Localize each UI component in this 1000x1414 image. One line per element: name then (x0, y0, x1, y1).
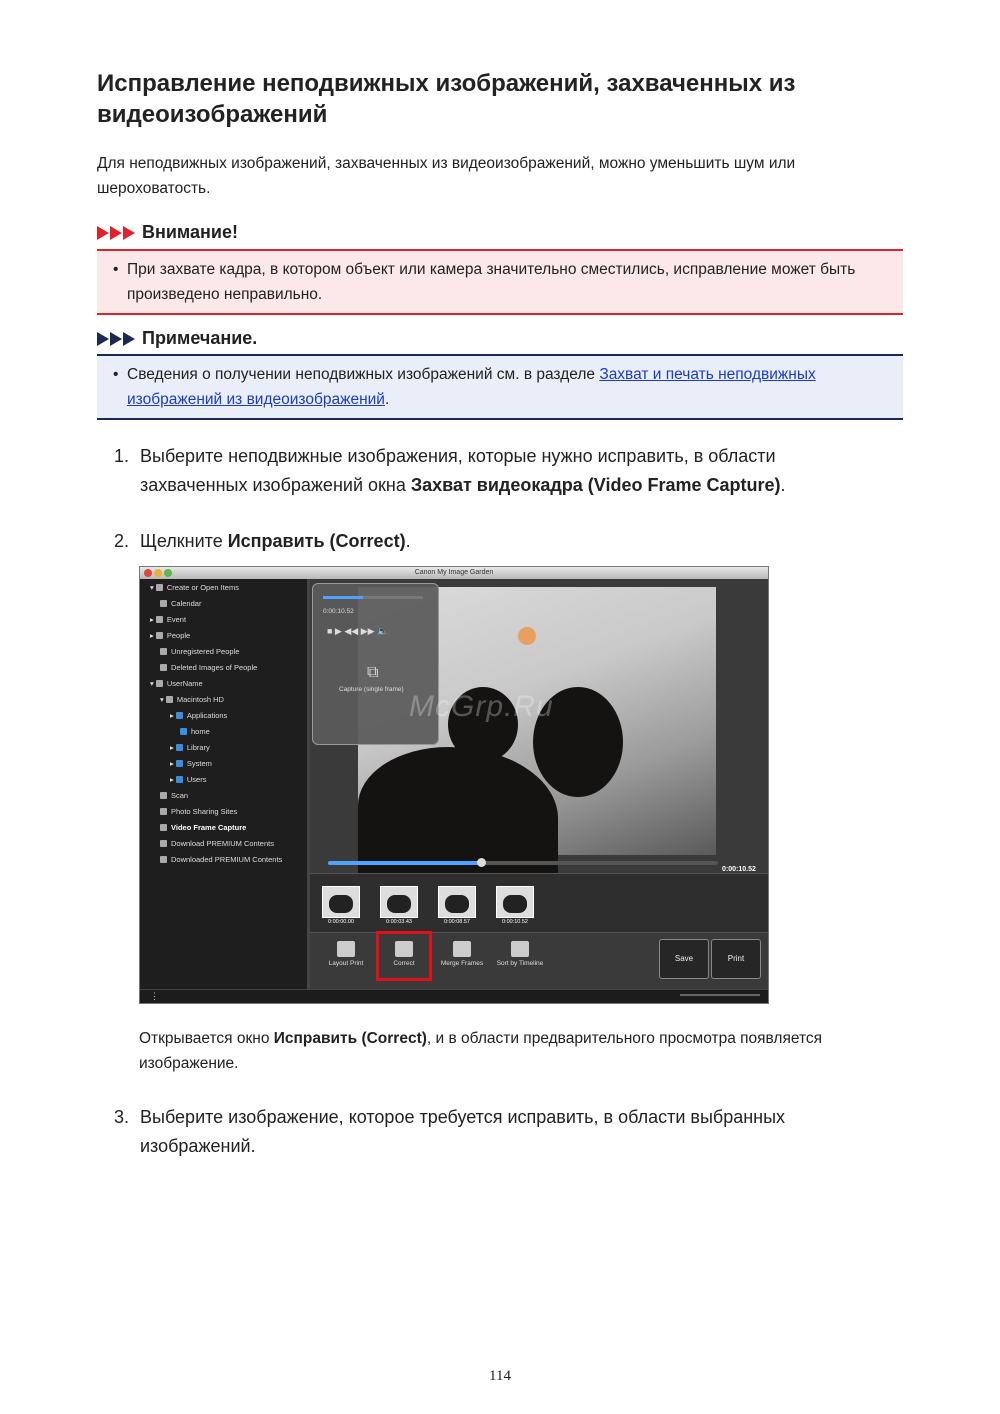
highlight-frame (376, 931, 432, 981)
sort-by-timeline-button[interactable]: Sort by Timeline (494, 941, 546, 967)
correct-button[interactable]: Correct (378, 941, 430, 967)
sidebar-item[interactable]: Unregistered People (160, 647, 239, 657)
sidebar-item[interactable]: Photo Sharing Sites (160, 807, 237, 817)
sidebar-item[interactable]: ▸ People (150, 631, 191, 640)
thumbnail[interactable]: 0:00:00.00 (322, 886, 360, 918)
note-heading (97, 328, 257, 349)
sidebar-item[interactable]: home (180, 727, 210, 737)
save-button[interactable]: Save (659, 939, 709, 979)
page-number: 114 (489, 1368, 511, 1384)
sidebar-item[interactable]: Scan (160, 791, 188, 801)
attention-box (97, 249, 903, 315)
watermark: McGrp.Ru (409, 690, 554, 723)
thumbnail[interactable]: 0:00:10.52 (496, 886, 534, 918)
page-title: Исправление неподвижных изображений, захваченных из видеоизображений (97, 70, 796, 128)
intro-text: Для неподвижных изображений, захваченных из видеоизображений, можно уменьшить шум или шероховатость. (97, 155, 796, 197)
camera-icon[interactable]: ⧉ (367, 664, 379, 681)
print-button[interactable]: Print (711, 939, 761, 979)
playback-controls-icon[interactable]: ■ ▶ ◀◀ ▶▶ 🔈 (327, 626, 389, 636)
sidebar-item[interactable]: ▸ Library (170, 743, 210, 752)
capture-label[interactable]: Capture (single frame) (339, 686, 404, 693)
slider-time: 0:00:10.52 (722, 866, 756, 873)
sidebar-item[interactable]: Calendar (160, 599, 201, 609)
app-screenshot (139, 566, 769, 1004)
sidebar-item[interactable]: ▾ UserName (150, 679, 203, 688)
attention-title: Внимание! (142, 222, 238, 242)
note-title: Примечание. (142, 328, 258, 348)
sidebar-item[interactable]: ▸ Applications (170, 711, 228, 720)
sidebar-item[interactable]: ▸ System (170, 759, 212, 768)
thumbnail[interactable]: 0:00:08.57 (438, 886, 476, 918)
timeline-slider[interactable] (328, 861, 718, 865)
bullet: • (113, 366, 119, 383)
attention-arrows-icon (97, 226, 136, 240)
sidebar-item[interactable]: Deleted Images of People (160, 663, 257, 673)
step-3: 3. Выберите изображение, которое требуется исправить, в области выбранных изображений. (114, 1107, 786, 1156)
captured-images-area (310, 873, 768, 933)
sidebar-item[interactable]: Downloaded PREMIUM Contents (160, 855, 282, 865)
sidebar-item[interactable]: ▸ Users (170, 775, 207, 784)
note-text: Сведения о получении неподвижных изображений см. в разделе (127, 366, 600, 383)
menu-icon[interactable]: ⋮ (150, 991, 159, 1001)
merge-frames-button[interactable]: Merge Frames (436, 941, 488, 967)
attention-heading (97, 222, 238, 243)
sidebar-item-active[interactable]: Video Frame Capture (160, 823, 246, 833)
step-2-result: Открывается окно Исправить (Correct), и в области предварительного просмотра появляется изображение. (139, 1030, 823, 1072)
sidebar-item[interactable]: ▾ Create or Open Items (150, 583, 239, 592)
sidebar (140, 579, 310, 989)
capture-time: 0:00:10.52 (323, 608, 354, 615)
note-arrows-icon (97, 332, 136, 346)
thumbnail[interactable]: 0:00:03.43 (380, 886, 418, 918)
layout-print-button[interactable]: Layout Print (320, 941, 372, 967)
window-titlebar (140, 567, 768, 579)
note-box: • Сведения о получении неподвижных изображений см. в разделе Захват и печать неподвижных изображений из видеоизображений. (97, 354, 903, 420)
zoom-slider[interactable] (680, 994, 760, 996)
status-bar (140, 989, 768, 1004)
attention-text: При захвате кадра, в котором объект или камера значительно сместились, исправление может быть произведено неправильно. (127, 261, 856, 303)
step-1: 1. Выберите неподвижные изображения, которые нужно исправить, в области захваченных изображений окна Захват видеокадра (Video Frame Capture). (114, 446, 786, 495)
sidebar-item[interactable]: ▾ Macintosh HD (160, 695, 224, 704)
window-title: Canon My Image Garden (414, 569, 494, 576)
bullet: • (113, 261, 119, 278)
note-link[interactable]: Захват и печать неподвижных изображений из видеоизображений (127, 366, 816, 408)
step-2: 2. Щелкните Исправить (Correct). (114, 531, 411, 551)
sidebar-item[interactable]: Download PREMIUM Contents (160, 839, 274, 849)
sidebar-item[interactable]: ▸ Event (150, 615, 187, 624)
